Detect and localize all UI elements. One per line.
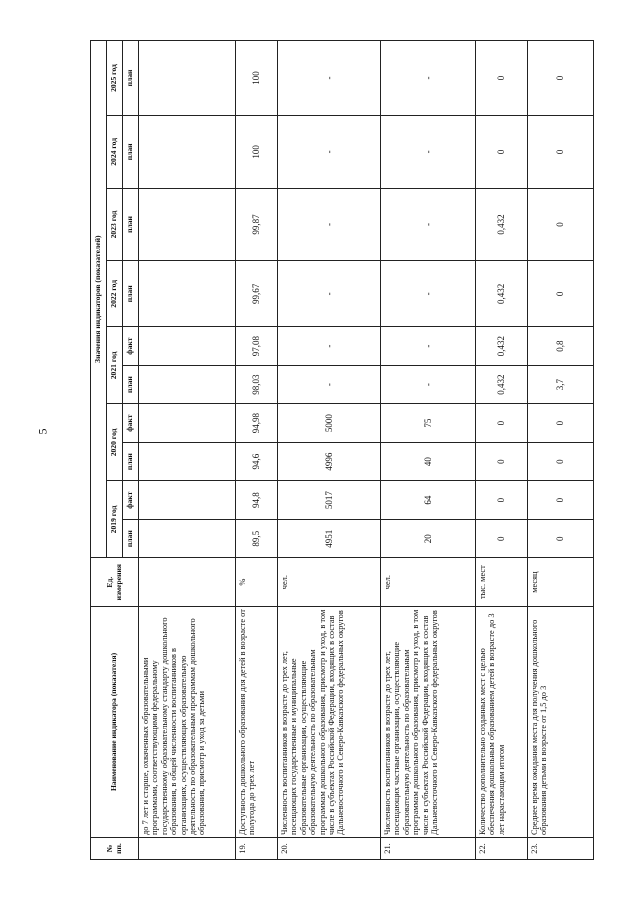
value-cell: - bbox=[381, 365, 476, 404]
value-cell: 64 bbox=[381, 481, 476, 520]
indicator-name: Среднее время ожидания места для получения дошкольного образования детьми в возрасте от 1,5 до 3 bbox=[528, 606, 594, 837]
value-cell bbox=[139, 261, 236, 327]
value-cell: - bbox=[278, 188, 381, 261]
header-name: Наименование индикатора (показателя) bbox=[91, 606, 139, 837]
header-year-2019: 2019 год bbox=[107, 481, 123, 558]
value-cell: 89,5 bbox=[236, 519, 278, 558]
header-fact: факт bbox=[123, 481, 139, 520]
header-plan: план bbox=[123, 41, 139, 116]
unit-cell: % bbox=[236, 558, 278, 606]
header-plan: план bbox=[123, 519, 139, 558]
value-cell: 0 bbox=[528, 116, 594, 189]
indicators-table bbox=[90, 40, 594, 860]
value-cell: - bbox=[381, 41, 476, 116]
unit-cell: тыс. мест bbox=[476, 558, 528, 606]
value-cell: - bbox=[278, 365, 381, 404]
row-number: 22. bbox=[476, 838, 528, 860]
header-plan: план bbox=[123, 442, 139, 481]
header-num: № пп. bbox=[91, 838, 139, 860]
value-cell: 75 bbox=[381, 404, 476, 443]
value-cell: 0 bbox=[528, 481, 594, 520]
value-cell: 99,87 bbox=[236, 188, 278, 261]
header-values: Значения индикаторов (показателей) bbox=[91, 41, 107, 558]
table-row bbox=[236, 41, 278, 860]
value-cell bbox=[139, 188, 236, 261]
value-cell bbox=[139, 481, 236, 520]
header-year-2022: 2022 год bbox=[107, 261, 123, 327]
value-cell: - bbox=[381, 116, 476, 189]
value-cell: - bbox=[278, 327, 381, 366]
value-cell: - bbox=[381, 188, 476, 261]
value-cell: 5017 bbox=[278, 481, 381, 520]
table-row bbox=[278, 41, 381, 860]
value-cell: 0,432 bbox=[476, 261, 528, 327]
value-cell: 94,98 bbox=[236, 404, 278, 443]
table-row bbox=[476, 41, 528, 860]
header-year-2024: 2024 год bbox=[107, 116, 123, 189]
value-cell bbox=[139, 519, 236, 558]
value-cell: 97,08 bbox=[236, 327, 278, 366]
unit-cell: чел. bbox=[381, 558, 476, 606]
value-cell: 0 bbox=[476, 404, 528, 443]
rotated-table-container bbox=[90, 40, 622, 860]
value-cell: 0 bbox=[528, 519, 594, 558]
value-cell: 94,8 bbox=[236, 481, 278, 520]
header-plan: план bbox=[123, 116, 139, 189]
value-cell bbox=[139, 327, 236, 366]
value-cell: - bbox=[381, 261, 476, 327]
header-year-2025: 2025 год bbox=[107, 41, 123, 116]
indicator-name: Количество дополнительно созданных мест с целью обеспечения дошкольным образованием детей в возрасте до 3 лет нарастающим итогом bbox=[476, 606, 528, 837]
value-cell: 0,432 bbox=[476, 188, 528, 261]
value-cell: 0 bbox=[476, 442, 528, 481]
value-cell: - bbox=[278, 41, 381, 116]
value-cell: 100 bbox=[236, 41, 278, 116]
header-plan: план bbox=[123, 188, 139, 261]
indicator-name: Численность воспитанников в возрасте до трех лет, посещающих государственные и муниципальные образовательные организации, осуществляющие образовательную деятельность по образовательным программам дошкольного образования, присмотр и уход, в том числе в субъектах Российской Федерации, входящих в состав Дальневосточного и Северо-Кавказского федеральных округов bbox=[278, 606, 381, 837]
value-cell bbox=[139, 404, 236, 443]
value-cell: 100 bbox=[236, 116, 278, 189]
header-fact: факт bbox=[123, 327, 139, 366]
value-cell: 0,432 bbox=[476, 327, 528, 366]
table-row bbox=[139, 41, 236, 860]
value-cell bbox=[139, 41, 236, 116]
unit-cell: месяц bbox=[528, 558, 594, 606]
value-cell: - bbox=[278, 261, 381, 327]
value-cell bbox=[139, 365, 236, 404]
value-cell: - bbox=[278, 116, 381, 189]
header-year-2020: 2020 год bbox=[107, 404, 123, 481]
value-cell: 98,03 bbox=[236, 365, 278, 404]
value-cell bbox=[139, 116, 236, 189]
value-cell: 0 bbox=[476, 41, 528, 116]
indicator-name: до 7 лет и старше, охваченных образовательными программами, соответствующими федеральному государственному образовательному стандарту дошкольного образования, в общей численности воспитанников в организациях, осуществляющих образовательную деятельность по образовательным программам дошкольного образования, присмотр и уход за детьми bbox=[139, 606, 236, 837]
row-number: 21. bbox=[381, 838, 476, 860]
indicator-name: Численность воспитанников в возрасте до трех лет, посещающих частные организации, осуществляющие образовательную деятельность по образовательным программам дошкольного образования, присмотр и уход, в том числе в субъектах Российской Федерации, входящих в состав Дальневосточного и Северо-Кавказского федеральных округов bbox=[381, 606, 476, 837]
value-cell bbox=[139, 442, 236, 481]
value-cell: 0 bbox=[528, 41, 594, 116]
unit-cell bbox=[139, 558, 236, 606]
value-cell: 5000 bbox=[278, 404, 381, 443]
value-cell: 94,6 bbox=[236, 442, 278, 481]
value-cell: 99,67 bbox=[236, 261, 278, 327]
table-row bbox=[381, 41, 476, 860]
value-cell: 0,432 bbox=[476, 365, 528, 404]
row-number: 19. bbox=[236, 838, 278, 860]
header-unit: Ед. измерения bbox=[91, 558, 139, 606]
value-cell: 0 bbox=[476, 116, 528, 189]
value-cell: 0,8 bbox=[528, 327, 594, 366]
value-cell: 0 bbox=[528, 404, 594, 443]
value-cell: 0 bbox=[528, 261, 594, 327]
header-year-2021: 2021 год bbox=[107, 327, 123, 404]
value-cell: - bbox=[381, 327, 476, 366]
value-cell: 3,7 bbox=[528, 365, 594, 404]
unit-cell: чел. bbox=[278, 558, 381, 606]
value-cell: 4951 bbox=[278, 519, 381, 558]
value-cell: 0 bbox=[476, 519, 528, 558]
table-row bbox=[528, 41, 594, 860]
value-cell: 0 bbox=[476, 481, 528, 520]
header-fact: факт bbox=[123, 404, 139, 443]
page-number: 5 bbox=[35, 428, 50, 435]
value-cell: 0 bbox=[528, 442, 594, 481]
value-cell: 20 bbox=[381, 519, 476, 558]
indicator-name: Доступность дошкольного образования для детей в возрасте от полугода до трех лет bbox=[236, 606, 278, 837]
row-number: 23. bbox=[528, 838, 594, 860]
row-number bbox=[139, 838, 236, 860]
header-plan: план bbox=[123, 365, 139, 404]
header-year-2023: 2023 год bbox=[107, 188, 123, 261]
header-plan: план bbox=[123, 261, 139, 327]
value-cell: 0 bbox=[528, 188, 594, 261]
value-cell: 4996 bbox=[278, 442, 381, 481]
value-cell: 40 bbox=[381, 442, 476, 481]
row-number: 20. bbox=[278, 838, 381, 860]
